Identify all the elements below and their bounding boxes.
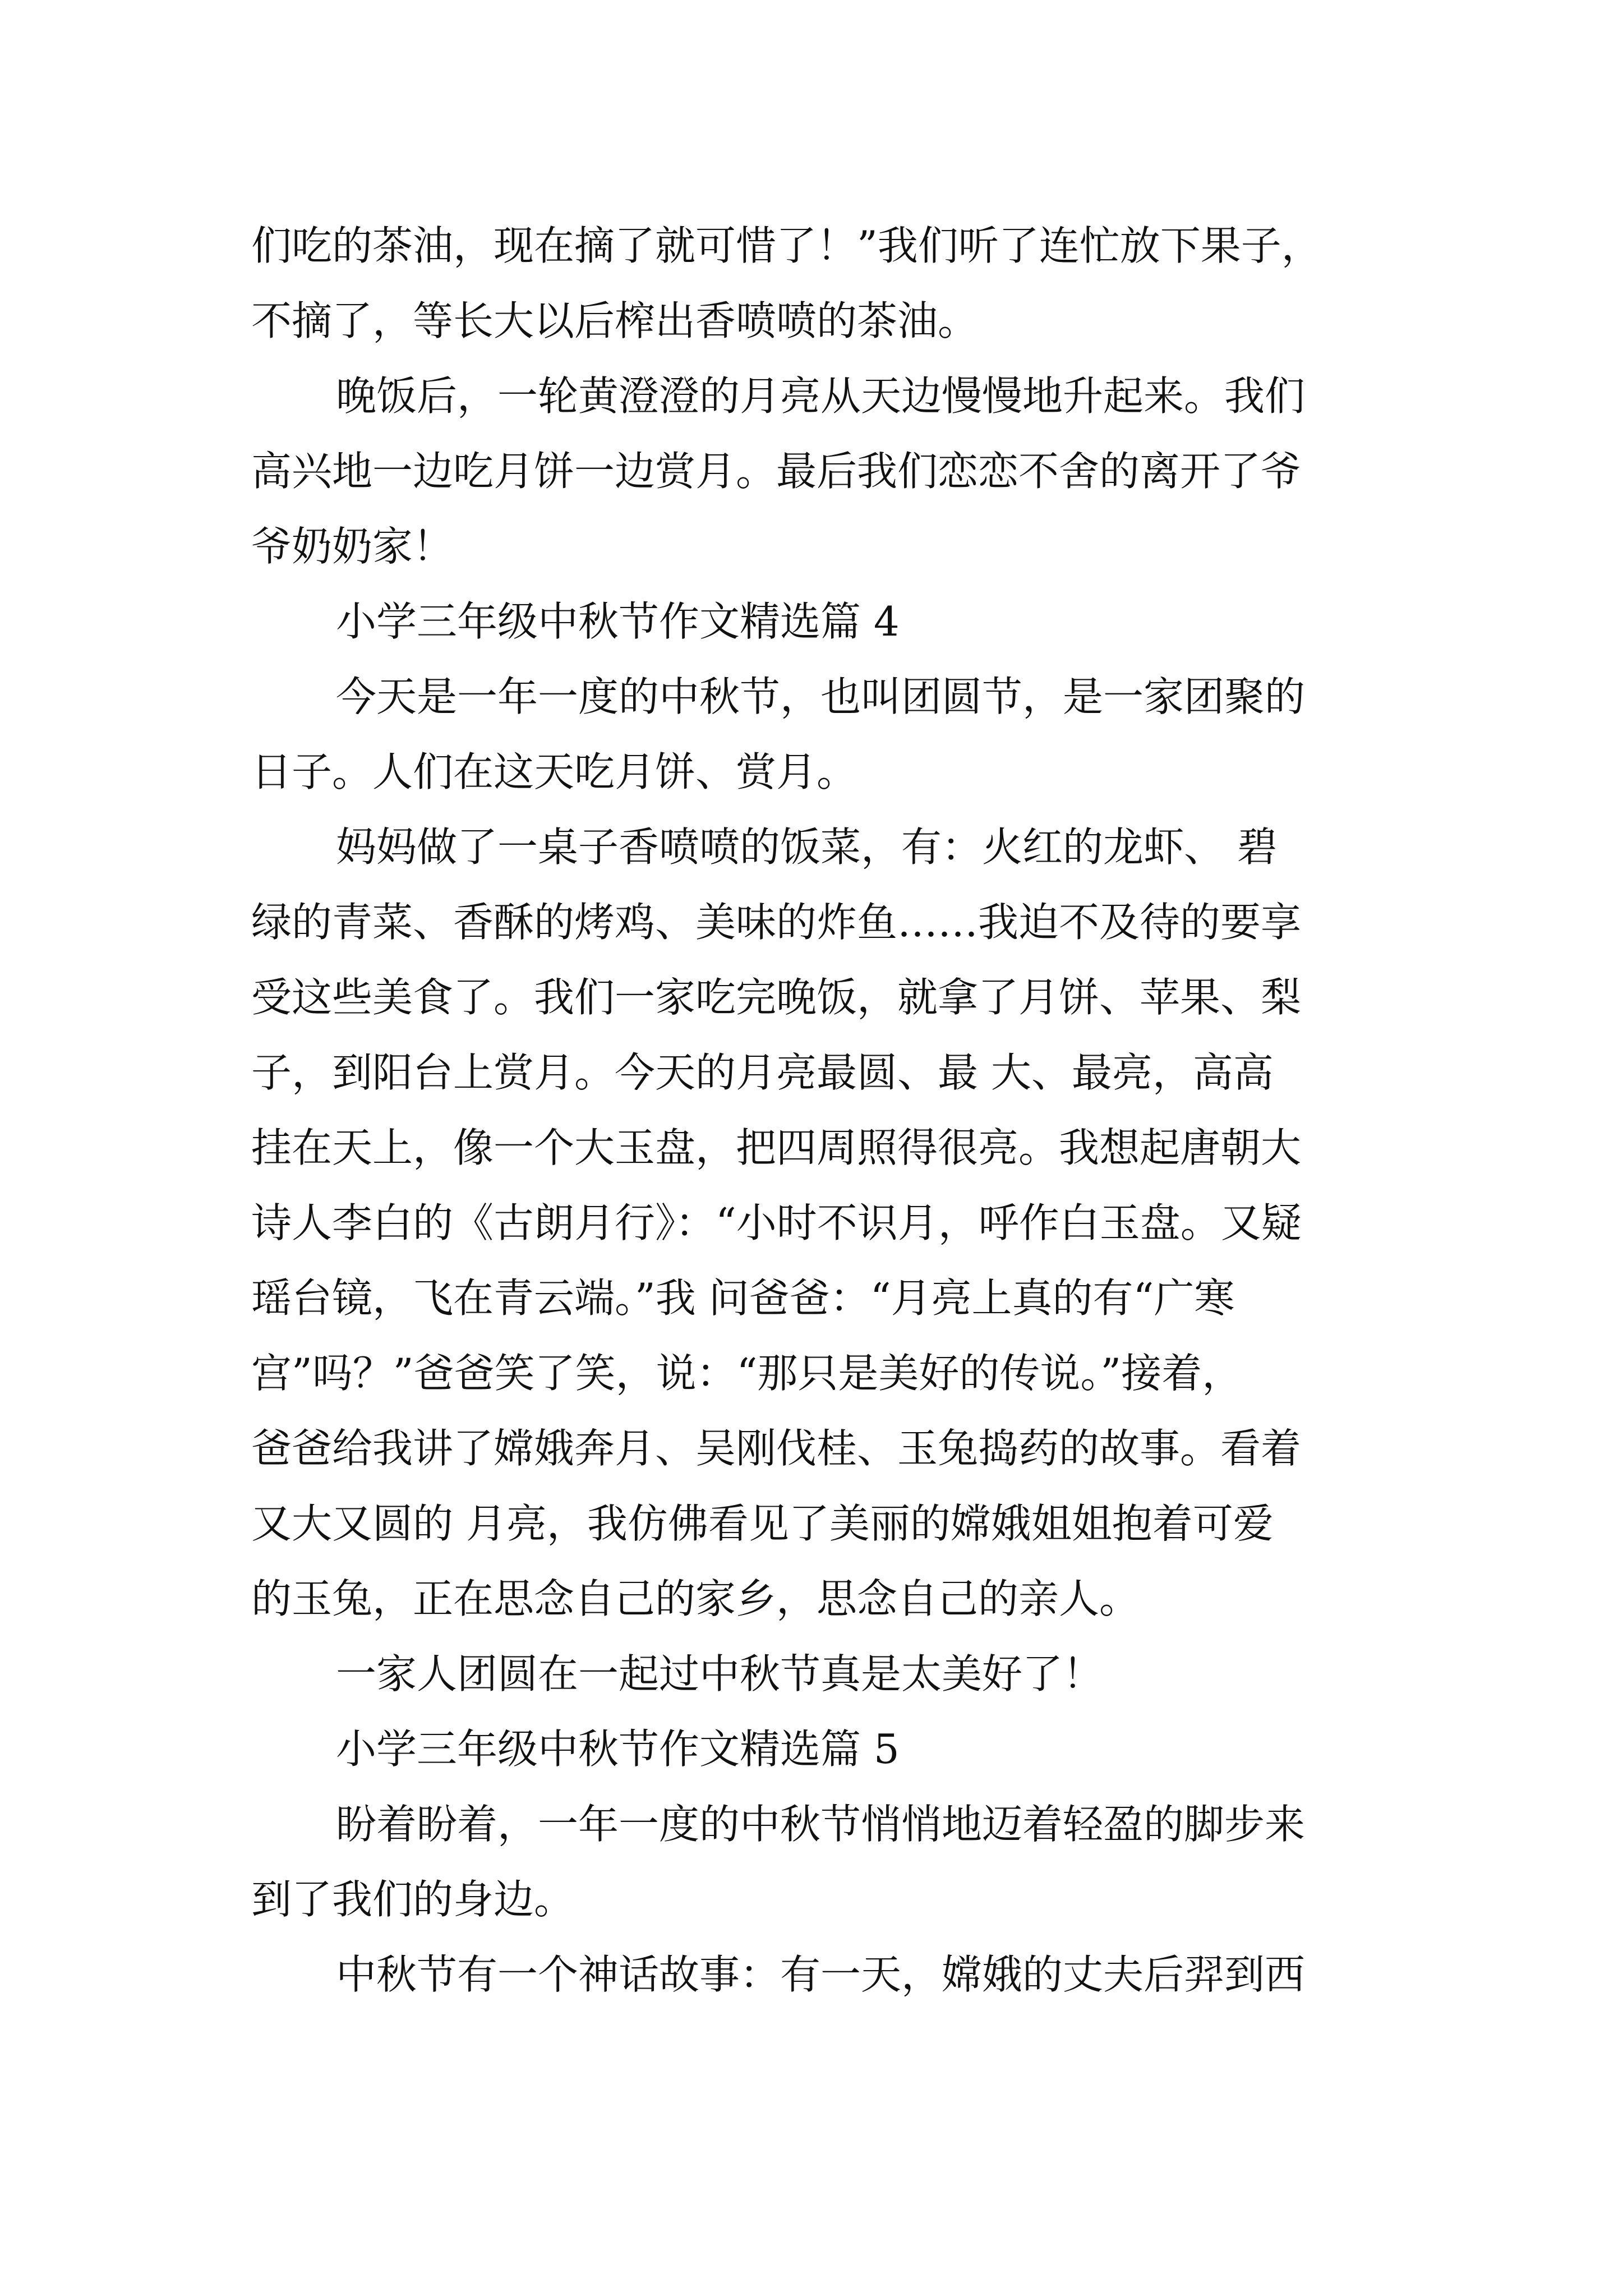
text-line: 到了我们的身边。 [251, 1876, 575, 1923]
text-line: 又大又圆的 月亮，我仿佛看见了美丽的嫦娥姐姐抱着可爱 [251, 1500, 1274, 1547]
text-line: 高兴地一边吃月饼一边赏月。最后我们恋恋不舍的离开了爷 [251, 448, 1302, 495]
text-line: 挂在天上，像一个大玉盘，把四周照得很亮。我想起唐朝大 [251, 1124, 1302, 1171]
text-line: 绿的青菜、香酥的烤鸡、美味的炸鱼……我迫不及待的要享 [251, 899, 1302, 946]
text-line: 爸爸给我讲了嫦娥奔月、吴刚伐桂、玉兔捣药的故事。看着 [251, 1425, 1302, 1472]
text-line: 晚饭后，一轮黄澄澄的月亮从天边慢慢地升起来。我们 [336, 372, 1306, 420]
text-line: 日子。人们在这天吃月饼、赏月。 [251, 748, 857, 795]
text-line: 不摘了，等长大以后榨出香喷喷的茶油。 [251, 297, 979, 344]
text-line: 盼着盼着，一年一度的中秋节悄悄地迈着轻盈的脚步来 [336, 1801, 1306, 1848]
text-line: 们吃的茶油，现在摘了就可惜了！”我们听了连忙放下果子， [251, 222, 1322, 269]
text-line: 受这些美食了。我们一家吃完晚饭，就拿了月饼、苹果、梨 [251, 974, 1302, 1021]
text-line: 中秋节有一个神话故事：有一天，嫦娥的丈夫后羿到西 [336, 1951, 1306, 1998]
text-line: 子，到阳台上赏月。今天的月亮最圆、最 大、最亮，高高 [251, 1049, 1274, 1096]
text-line: 爷奶奶家！ [251, 523, 454, 570]
section-heading: 小学三年级中秋节作文精选篇 4 [336, 598, 900, 645]
text-line: 的玉兔，正在思念自己的家乡，思念自己的亲人。 [251, 1575, 1140, 1622]
text-line: 诗人李白的《古朗月行》：“小时不识月，呼作白玉盘。又疑 [251, 1199, 1302, 1246]
text-line: 瑶台镜，飞在青云端。”我 问爸爸：“月亮上真的有“广寒 [251, 1274, 1235, 1322]
text-line: 宫”吗？”爸爸笑了笑，说：“那只是美好的传说。”接着， [251, 1350, 1243, 1397]
section-heading: 小学三年级中秋节作文精选篇 5 [336, 1726, 900, 1773]
text-line: 今天是一年一度的中秋节，也叫团圆节，是一家团聚的 [336, 673, 1306, 720]
text-line: 一家人团圆在一起过中秋节真是太美好了！ [336, 1650, 1104, 1697]
text-line: 妈妈做了一桌子香喷喷的饭菜，有：火红的龙虾、 碧 [336, 823, 1278, 871]
